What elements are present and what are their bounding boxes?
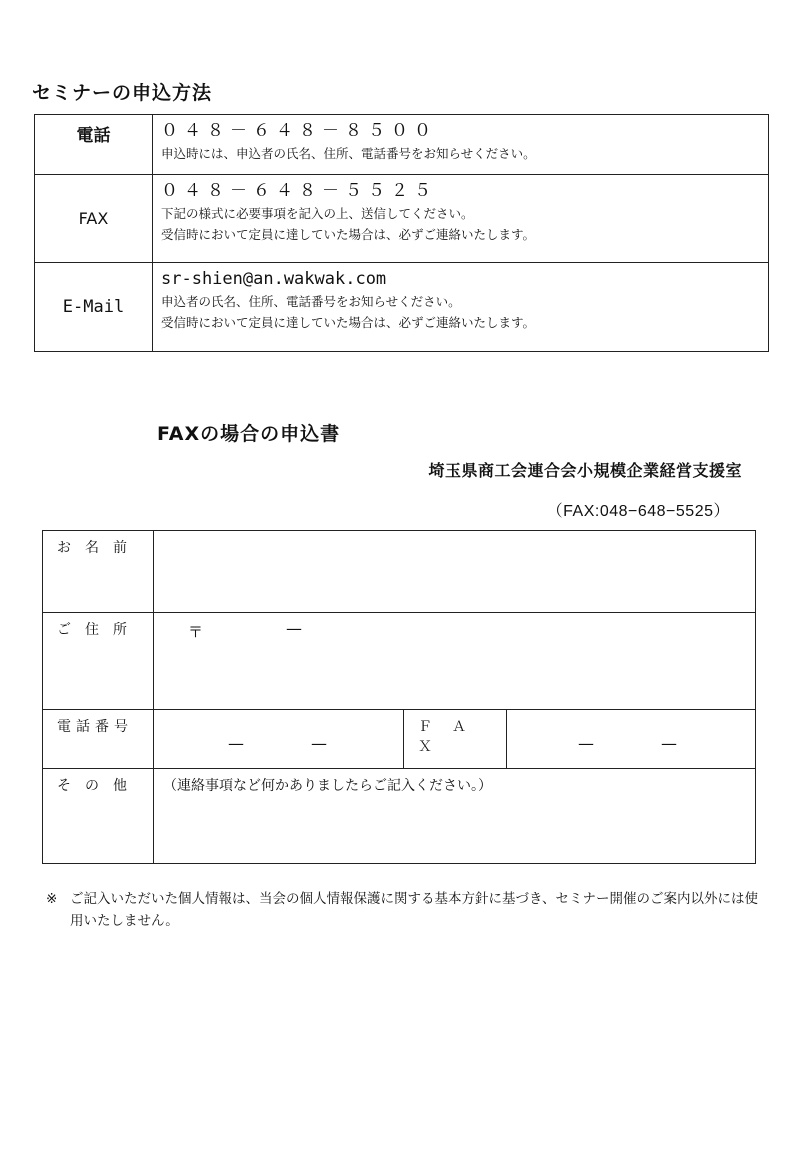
contact-body-phone	[161, 119, 760, 164]
organization-name: 埼玉県商工会連合会小規模企業経営支援室	[428, 461, 742, 480]
email-note-1: 申込者の氏名、住所、電話番号をお知らせください。	[161, 294, 461, 309]
form-label-fax: ＦＡＸ	[403, 710, 507, 768]
contact-label-email: E-Mail	[35, 263, 153, 351]
fax-dash-2: —	[661, 734, 677, 753]
form-label-name: お名前	[43, 531, 154, 612]
fax-note-2: 受信時において定員に達していた場合は、必ずご連絡いたします。	[161, 227, 536, 242]
form-row-name	[43, 531, 755, 613]
form-row-address	[43, 613, 755, 710]
application-form-table	[42, 530, 756, 864]
footnote-text: ご記入いただいた個人情報は、当会の個人情報保護に関する基本方針に基づき、セミナー開催のご案内以外には使用いたしません。	[70, 891, 758, 929]
contact-body-email	[161, 267, 760, 333]
phone-note: 申込時には、申込者の氏名、住所、電話番号をお知らせください。	[161, 146, 536, 161]
contact-label-fax: FAX	[35, 175, 153, 262]
fax-dash-1: —	[578, 734, 594, 753]
form-row-other	[43, 769, 755, 863]
form-label-address: ご住所	[43, 613, 154, 709]
contact-label-phone: 電話	[35, 115, 153, 174]
contact-methods-table	[34, 114, 769, 352]
contact-body-fax	[161, 179, 760, 245]
phone-dash-1: —	[228, 734, 244, 753]
contact-row-fax	[35, 175, 768, 263]
other-instruction: （連絡事項など何かありましたらご記入ください。）	[163, 778, 492, 794]
fax-number: ０４８－６４８－５５２５	[161, 181, 437, 200]
form-label-phone: 電話番号	[43, 710, 154, 768]
postal-dash: —	[286, 619, 302, 638]
fax-note-1: 下記の様式に必要事項を記入の上、送信してください。	[161, 206, 474, 221]
contact-row-phone	[35, 115, 768, 175]
reference-mark: ※	[46, 891, 58, 907]
email-note-2: 受信時において定員に達していた場合は、必ずご連絡いたします。	[161, 315, 536, 330]
section-title-fax-form: FAXの場合の申込書	[157, 423, 341, 445]
form-label-other: その他	[43, 769, 154, 863]
section-title-application-method: セミナーの申込方法	[32, 82, 213, 104]
phone-number: ０４８－６４８－８５００	[161, 121, 437, 140]
phone-dash-2: —	[311, 734, 327, 753]
contact-row-email	[35, 263, 768, 351]
organization-fax: （FAX:048−648−5525）	[546, 503, 730, 520]
email-address: sr-shien@an.wakwak.com	[161, 269, 387, 289]
form-row-phone	[43, 710, 755, 769]
postal-mark: 〒	[188, 623, 204, 641]
